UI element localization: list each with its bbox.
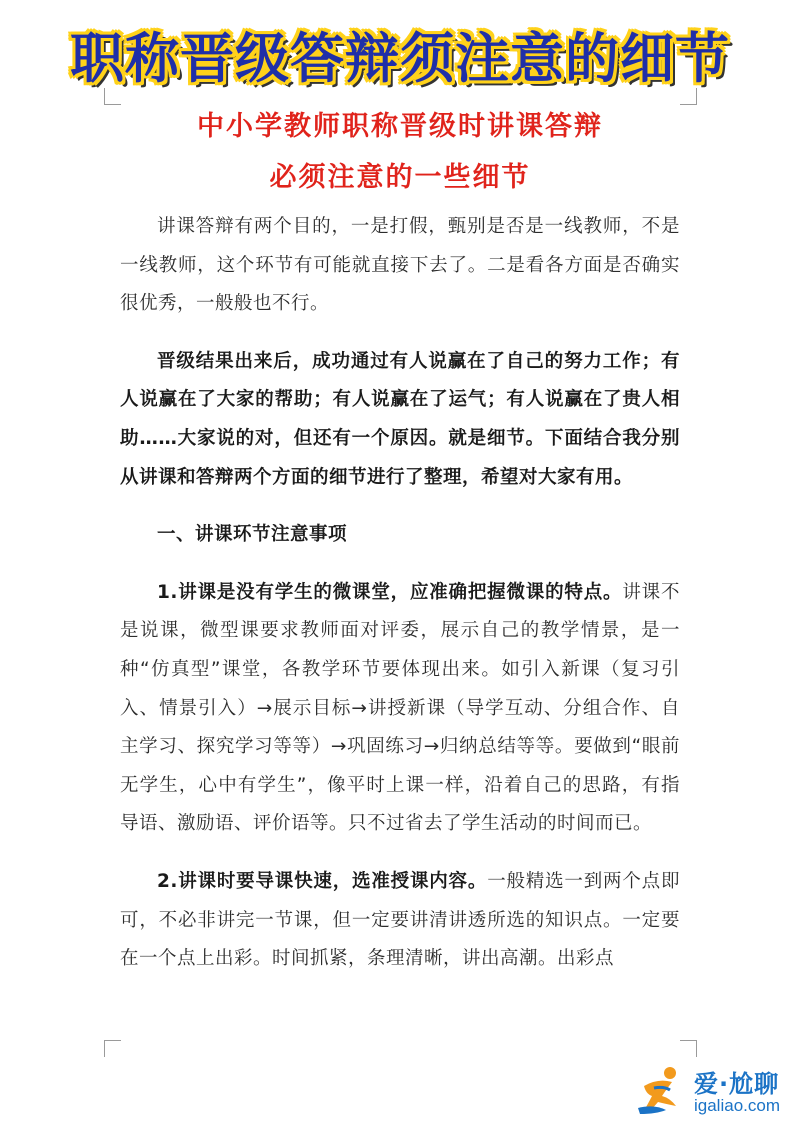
page-corner-mark <box>104 88 121 105</box>
watermark-title: 爱·尬聊 <box>694 1070 780 1098</box>
item-1-body: 讲课不是说课，微型课要求教师面对评委，展示自己的教学情景，是一种“仿真型”课堂，各教学环节要体现出来。如引入新课（复习引入、情景引入）→展示目标→讲授新课（导学互动、分组合作、自主学习、探究学习等等）→巩固练习→归纳总结等等。要做到“眼前无学生，心中有学生”，像平时上课一样，沿着自己的思路，有指导语、激励语、评价语等。只不过省去了学生活动的时间而已。 <box>120 581 680 835</box>
page-corner-mark <box>680 1040 697 1057</box>
runner-logo-icon <box>636 1064 688 1118</box>
banner-title: 职称晋级答辩须注意的细节 <box>70 27 730 90</box>
page-corner-mark <box>104 1040 121 1057</box>
watermark-url: igaliao.com <box>694 1096 780 1115</box>
item-2-body: 一般精选一到两个点即可，不必非讲完一节课，但一定要讲清讲透所选的知识点。一定要在一个点上出彩。时间抓紧，条理清晰，讲出高潮。出彩点 <box>120 870 680 970</box>
document-body <box>120 208 680 998</box>
item-2-paragraph <box>120 863 680 979</box>
item-1-lead: 1.讲课是没有学生的微课堂，应准确把握微课的特点。 <box>157 581 623 603</box>
subtitle-line-2: 必须注意的一些细节 <box>269 162 531 193</box>
item-2-lead: 2.讲课时要导课快速，选准授课内容。 <box>157 870 488 892</box>
item-1-paragraph <box>120 574 680 844</box>
section-heading: 一、讲课环节注意事项 <box>157 524 348 546</box>
page-corner-mark <box>680 88 697 105</box>
intro-paragraph: 讲课答辩有两个目的，一是打假，甄别是否是一线教师，不是一线教师，这个环节有可能就直接下去了。二是看各方面是否确实很优秀，一般般也不行。 <box>120 216 680 315</box>
bold-paragraph: 晋级结果出来后，成功通过有人说赢在了自己的努力工作；有人说赢在了大家的帮助；有人说赢在了运气；有人说赢在了贵人相助……大家说的对，但还有一个原因。就是细节。下面结合我分别从讲课和答辩两个方面的细节进行了整理，希望对大家有用。 <box>120 350 680 488</box>
watermark <box>636 1060 796 1122</box>
subtitle-line-1: 中小学教师职称晋级时讲课答辩 <box>197 111 603 142</box>
